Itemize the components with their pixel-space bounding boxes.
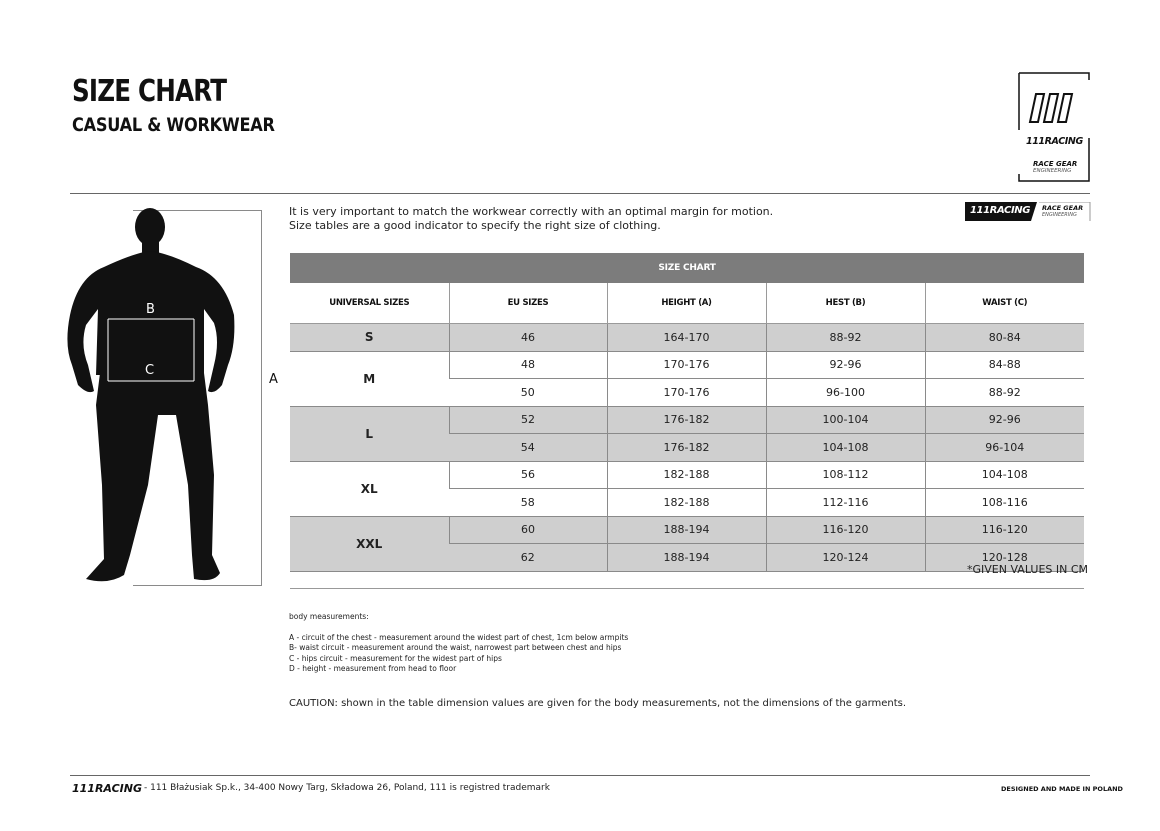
table-cell: 100-104 [766, 406, 925, 434]
mini-brand-logo [965, 202, 1091, 221]
table-cell: 56 [449, 461, 607, 489]
table-cell: 120-128 [925, 544, 1084, 572]
table-cell: 88-92 [925, 379, 1084, 407]
table-cell: 84-88 [925, 351, 1084, 379]
size-cell: XL [290, 461, 449, 516]
header-divider [70, 193, 1090, 194]
table-row [290, 351, 1084, 379]
mini-logo-tagline-1: RACE GEAR [1042, 204, 1084, 212]
table-cell: 182-188 [607, 461, 766, 489]
table-row [290, 516, 1084, 544]
table-cell: 104-108 [766, 434, 925, 462]
table-cell: 48 [449, 351, 607, 379]
brand-logo-name: 111RACING [1026, 136, 1083, 147]
table-cell: 62 [449, 544, 607, 572]
table-cell: 58 [449, 489, 607, 517]
table-row [290, 461, 1084, 489]
figure-label-a: A [269, 372, 278, 387]
notes-heading: body measurements: [289, 612, 369, 621]
table-cell: 92-96 [766, 351, 925, 379]
table-cell: 60 [449, 516, 607, 544]
measurement-notes [289, 612, 628, 675]
size-cell: M [290, 351, 449, 406]
table-cell: 170-176 [607, 351, 766, 379]
table-cell: 116-120 [766, 516, 925, 544]
table-cell: 108-116 [925, 489, 1084, 517]
page-title: SIZE CHART [72, 74, 227, 109]
intro-line-2: Size tables are a good indicator to specify the right size of clothing. [289, 219, 661, 232]
table-cell: 188-194 [607, 544, 766, 572]
table-cell: 188-194 [607, 516, 766, 544]
note-item: C - hips circuit - measurement for the widest part of hips [289, 653, 502, 663]
brand-logo [1018, 72, 1090, 182]
table-cell: 170-176 [607, 379, 766, 407]
caution-text: CAUTION: shown in the table dimension values are given for the body measurements, not the dimensions of the garments. [289, 698, 907, 709]
table-cell: 92-96 [925, 406, 1084, 434]
table-cell: 52 [449, 406, 607, 434]
table-cell: 96-104 [925, 434, 1084, 462]
table-cell: 164-170 [607, 324, 766, 352]
column-header: EU SIZES [449, 283, 607, 324]
footer-text: - 111 Błażusiak Sp.k., 34-400 Nowy Targ, Składowa 26, Poland, 111 is registred trademark [144, 783, 550, 793]
page-subtitle: CASUAL & WORKWEAR [72, 114, 275, 136]
footer-made-in: DESIGNED AND MADE IN POLAND [1001, 785, 1123, 793]
intro-text [289, 205, 773, 233]
mini-logo-tagline-2: ENGINEERING [1042, 212, 1077, 218]
column-header: HEIGHT (A) [607, 283, 766, 324]
note-item: D - height - measurement from head to floor [289, 664, 457, 673]
column-header: HEST (B) [766, 283, 925, 324]
mini-logo-name: 111RACING [970, 205, 1031, 216]
table-cell: 112-116 [766, 489, 925, 517]
table-cell: 108-112 [766, 461, 925, 489]
table-cell: 80-84 [925, 324, 1084, 352]
brand-tagline-1: RACE GEAR [1033, 160, 1078, 168]
size-table-caption: SIZE CHART [290, 253, 1084, 283]
table-cell: 50 [449, 379, 607, 407]
table-cell: 116-120 [925, 516, 1084, 544]
size-table [290, 253, 1084, 572]
intro-line-1: It is very important to match the workwear correctly with an optimal margin for motion. [289, 205, 774, 218]
size-cell: S [290, 324, 449, 352]
column-header: WAIST (C) [925, 283, 1084, 324]
table-cell: 46 [449, 324, 607, 352]
table-cell: 176-182 [607, 406, 766, 434]
units-note: *GIVEN VALUES IN CM [967, 563, 1089, 576]
size-cell: L [290, 406, 449, 461]
table-cell: 176-182 [607, 434, 766, 462]
brand-tagline-2: ENGINEERING [1033, 168, 1072, 174]
footer-logo: 111RACING [72, 782, 143, 795]
table-cell: 182-188 [607, 489, 766, 517]
column-header: UNIVERSAL SIZES [290, 283, 449, 324]
size-cell: XXL [290, 516, 449, 571]
table-cell: 120-124 [766, 544, 925, 572]
table-bottom-divider [290, 588, 1084, 589]
footer-divider [70, 775, 1090, 776]
table-row [290, 406, 1084, 434]
figure-label-b: B [146, 302, 155, 317]
figure-label-c: C [145, 363, 155, 378]
note-item: B- waist circuit - measurement around the waist, narrowest part between chest and hips [289, 643, 622, 652]
note-item: A - circuit of the chest - measurement around the widest part of chest, 1cm below armpits [289, 632, 629, 642]
table-cell: 88-92 [766, 324, 925, 352]
body-silhouette-icon [64, 205, 244, 590]
table-cell: 54 [449, 434, 607, 462]
table-cell: 104-108 [925, 461, 1084, 489]
table-cell: 96-100 [766, 379, 925, 407]
table-row [290, 324, 1084, 352]
